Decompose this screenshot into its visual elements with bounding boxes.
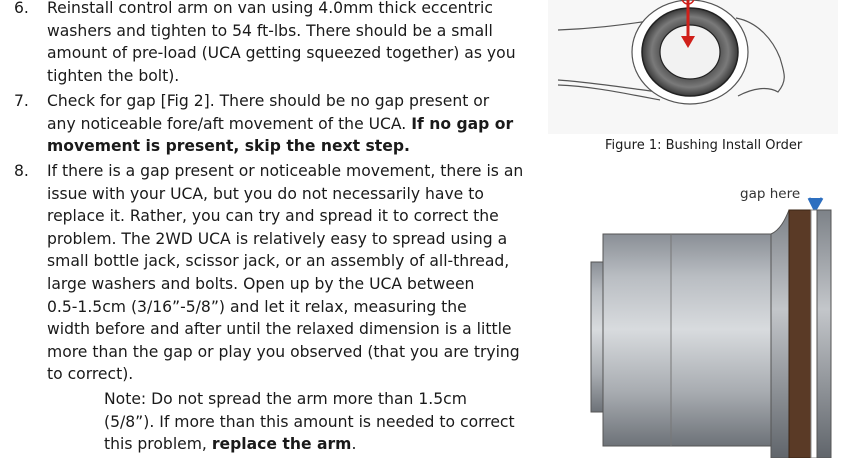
step-number: 7. (14, 92, 29, 110)
bushing-body (603, 234, 771, 446)
bushing-bore (660, 25, 720, 79)
gap-arrow-icon (809, 198, 822, 210)
step-line (47, 113, 517, 136)
step-line: to correct). (47, 365, 134, 384)
step-text-bold: If no gap or (411, 114, 514, 133)
gap-label: gap here (740, 186, 801, 202)
step-number: 6. (14, 0, 29, 17)
step-line: small bottle jack, scissor jack, or an assembly of all-thread, (47, 252, 510, 271)
step-text (47, 90, 517, 158)
step-line: 0.5-1.5cm (3/16”-5/8”) and let it relax, measuring the (47, 297, 467, 316)
step-line: If there is a gap present or noticeable movement, there is an (47, 162, 524, 180)
control-arm-section (789, 210, 811, 458)
note-line (104, 433, 524, 456)
step-text (47, 160, 524, 386)
note-line: (5/8”). If more than this amount is needed to correct (104, 412, 515, 431)
note-line: Note: Do not spread the arm more than 1.5cm (104, 390, 467, 408)
step-line: more than the gap or play you observed (that you are trying (47, 342, 520, 361)
step-line: problem. The 2WD UCA is relatively easy to spread using a (47, 229, 508, 248)
figure1-caption: Figure 1: Bushing Install Order (605, 138, 803, 153)
bushing-gap-figure (575, 190, 845, 458)
bushing-install-figure (548, 0, 838, 134)
step-text (47, 0, 517, 87)
step-line: amount of pre-load (UCA getting squeezed together) as you (47, 44, 516, 63)
note-text-plain: this problem, (104, 435, 212, 454)
step-line: Reinstall control arm on van using 4.0mm thick eccentric (47, 0, 493, 17)
step-line: washers and tighten to 54 ft-lbs. There should be a small (47, 21, 493, 40)
note-text-end: . (351, 435, 357, 454)
step-line: issue with your UCA, but you do not necessarily have to (47, 184, 484, 203)
step-line: width before and after until the relaxed dimension is a little (47, 320, 512, 339)
step-line: Check for gap [Fig 2]. There should be no gap present or (47, 92, 490, 110)
note-text-bold: replace the arm (211, 435, 352, 454)
step-text-plain: any noticeable fore/aft movement of the UCA. (47, 114, 412, 133)
step-line: replace it. Rather, you can try and spread it to correct the (47, 207, 499, 226)
step-number: 8. (14, 162, 29, 180)
step-line: tighten the bolt). (47, 66, 180, 85)
step-line: large washers and bolts. Open up by the UCA between (47, 274, 475, 293)
spread-note (104, 388, 524, 456)
bushing-flange (771, 210, 789, 458)
step-text-bold: movement is present, skip the next step. (47, 137, 410, 156)
gap-indicator (811, 210, 817, 458)
eccentric-washer (817, 210, 831, 458)
